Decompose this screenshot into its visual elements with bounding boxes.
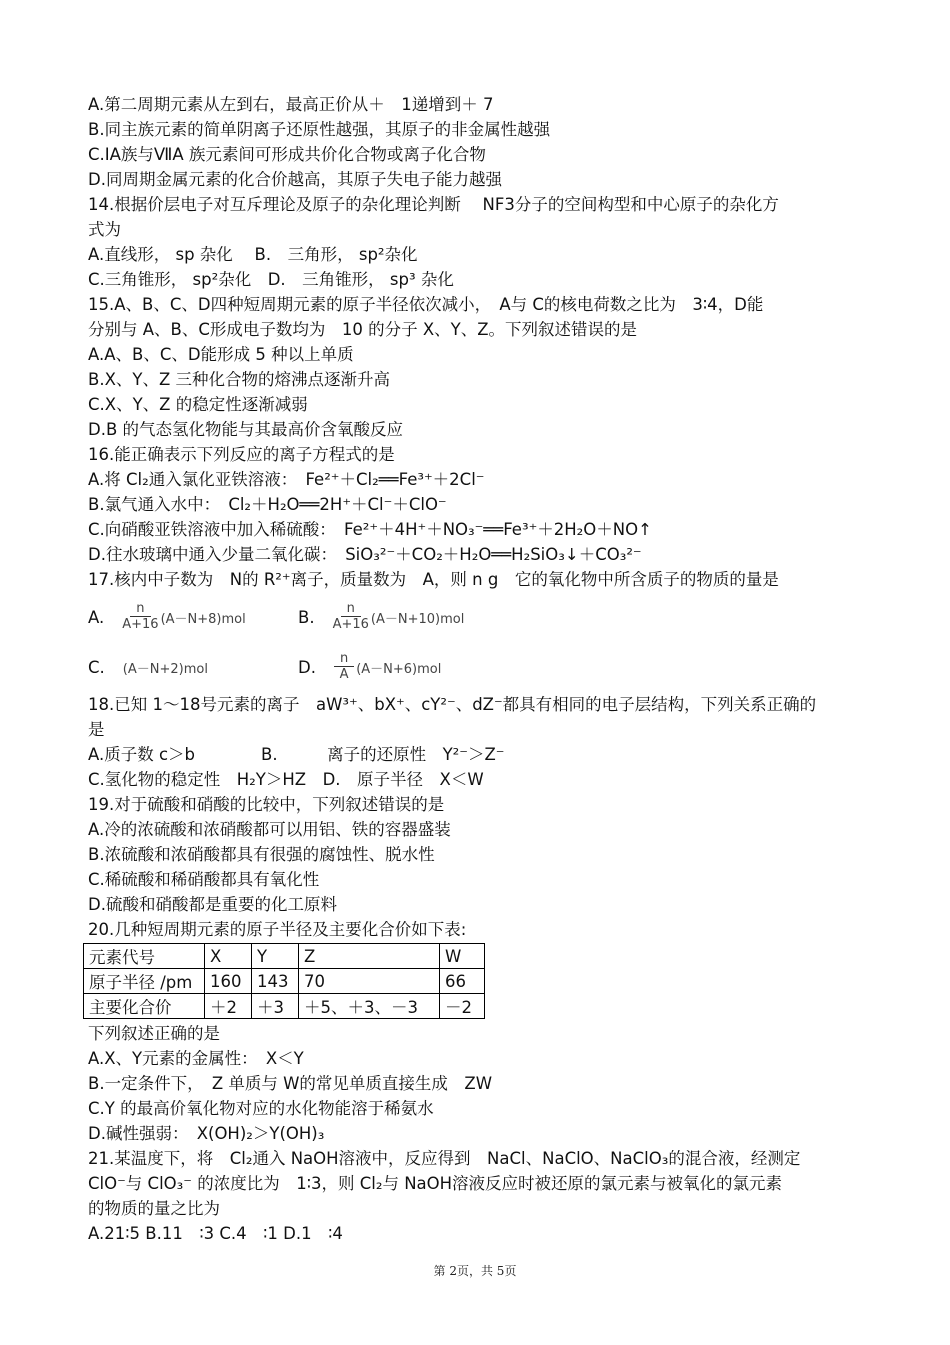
option-expression: (A－N+6)mol: [356, 661, 442, 677]
table-cell: ＋2: [205, 994, 252, 1019]
table-row: [84, 969, 485, 994]
text-line: A.直线形， sp 杂化 B. 三角形， sp²杂化: [88, 245, 418, 264]
text-line: B.浓硫酸和浓硝酸都具有很强的腐蚀性、脱水性: [88, 845, 435, 864]
option-expression: (A－N+8)mol: [160, 611, 246, 627]
text-block-a: [88, 92, 863, 592]
text-block-b: [88, 692, 863, 942]
table-cell: 66: [440, 969, 485, 994]
text-line: C.X、Y、Z 的稳定性逐渐减弱: [88, 395, 308, 414]
option-label: B.: [298, 607, 315, 627]
text-line: 是: [88, 720, 105, 739]
table-cell: 原子半径 /pm: [84, 969, 205, 994]
table-cell: ＋3: [252, 994, 299, 1019]
option-label: D.: [298, 657, 316, 677]
table-row: [84, 994, 485, 1019]
text-line: 14.根据价层电子对互斥理论及原子的杂化理论判断 NF3分子的空间构型和中心原子的杂化方: [88, 195, 779, 214]
text-line: C.氢化物的稳定性 H₂Y＞HZ D. 原子半径 X＜W: [88, 770, 484, 789]
text-line: D.B 的气态氢化物能与其最高价含氧酸反应: [88, 420, 404, 439]
text-line: 18.已知 1～18号元素的离子 aW³⁺、bX⁺、cY²⁻、dZ⁻都具有相同的电子层结构，下列关系正确的: [88, 695, 817, 714]
text-line: A.质子数 c＞b B. 离子的还原性 Y²⁻＞Z⁻: [88, 745, 505, 764]
text-line: ClO⁻与 ClO₃⁻ 的浓度比为 1∶3，则 Cl₂与 NaOH溶液反应时被还原的氯元素与被氧化的氯元素: [88, 1174, 783, 1193]
q17-option-a: [88, 602, 298, 633]
page-footer: 第 2页，共 5页: [433, 1264, 517, 1278]
text-line: C.稀硫酸和稀硝酸都具有氧化性: [88, 870, 320, 889]
text-line: D.硫酸和硝酸都是重要的化工原料: [88, 895, 337, 914]
fraction: [334, 652, 354, 683]
option-expression: (A－N+2)mol: [122, 661, 208, 677]
option-label: A.: [88, 607, 105, 627]
text-line: B.同主族元素的简单阴离子还原性越强，其原子的非金属性越强: [88, 120, 551, 139]
text-line: A.A、B、C、D能形成 5 种以上单质: [88, 345, 354, 364]
fraction-numerator: n: [130, 602, 150, 617]
text-line: C.ⅠA族与ⅦA 族元素间可形成共价化合物或离子化合物: [88, 145, 486, 164]
document-page: [88, 92, 863, 1246]
text-line: B.氯气通入水中： Cl₂＋H₂O══2H⁺＋Cl⁻＋ClO⁻: [88, 495, 447, 514]
text-line: 19.对于硫酸和硝酸的比较中，下列叙述错误的是: [88, 795, 445, 814]
table-cell: ＋5、＋3、－3: [299, 994, 440, 1019]
text-line: A.21∶5 B.11 ∶3 C.4 ∶1 D.1 ∶4: [88, 1224, 343, 1243]
q17-options-row-2: [88, 642, 863, 692]
table-header-cell: X: [205, 944, 252, 969]
table-header-cell: W: [440, 944, 485, 969]
q17-options-row-1: [88, 592, 863, 642]
text-line: 15.A、B、C、D四种短周期元素的原子半径依次减小， A与 C的核电荷数之比为 3∶4，D能: [88, 295, 764, 314]
table-cell: 160: [205, 969, 252, 994]
fraction: [333, 602, 369, 633]
fraction-numerator: n: [334, 652, 354, 667]
text-line: 下列叙述正确的是: [88, 1024, 220, 1043]
fraction: [122, 602, 158, 633]
text-line: C.Y 的最高价氧化物对应的水化物能溶于稀氨水: [88, 1099, 434, 1118]
text-block-c: [88, 1021, 863, 1246]
fraction-denominator: A+16: [332, 616, 369, 632]
fraction-denominator: A: [339, 666, 349, 682]
text-line: 16.能正确表示下列反应的离子方程式的是: [88, 445, 395, 464]
text-line: D.往水玻璃中通入少量二氧化碳： SiO₃²⁻＋CO₂＋H₂O══H₂SiO₃↓＋CO₃²⁻: [88, 545, 642, 564]
text-line: 17.核内中子数为 N的 R²⁺离子，质量数为 A，则 n g 它的氧化物中所含质子的物质的量是: [88, 570, 779, 589]
option-label: C.: [88, 657, 105, 677]
table-cell: 143: [252, 969, 299, 994]
text-line: 式为: [88, 220, 121, 239]
text-line: C.三角锥形， sp²杂化 D. 三角锥形， sp³ 杂化: [88, 270, 454, 289]
table-cell: －2: [440, 994, 485, 1019]
text-line: D.碱性强弱： X(OH)₂＞Y(OH)₃: [88, 1124, 325, 1143]
table-header-cell: Z: [299, 944, 440, 969]
text-line: A.将 Cl₂通入氯化亚铁溶液： Fe²⁺＋Cl₂══Fe³⁺＋2Cl⁻: [88, 470, 485, 489]
text-line: 分别与 A、B、C形成电子数均为 10 的分子 X、Y、Z。下列叙述错误的是: [88, 320, 638, 339]
table-cell: 70: [299, 969, 440, 994]
text-line: C.向硝酸亚铁溶液中加入稀硫酸： Fe²⁺＋4H⁺＋NO₃⁻══Fe³⁺＋2H₂O＋NO↑: [88, 520, 652, 539]
text-line: 21.某温度下，将 Cl₂通入 NaOH溶液中，反应得到 NaCl、NaClO、NaClO₃的混合液，经测定: [88, 1149, 801, 1168]
fraction-denominator: A+16: [122, 616, 159, 632]
q17-option-c: [88, 658, 298, 677]
table-header-row: [84, 944, 485, 969]
table-header-cell: Y: [252, 944, 299, 969]
option-expression: (A－N+10)mol: [370, 611, 465, 627]
text-line: A.X、Y元素的金属性： X＜Y: [88, 1049, 304, 1068]
text-line: D.同周期金属元素的化合价越高，其原子失电子能力越强: [88, 170, 502, 189]
table-cell: 主要化合价: [84, 994, 205, 1019]
text-line: A.第二周期元素从左到右，最高正价从＋ 1递增到＋ 7: [88, 95, 494, 114]
text-line: 的物质的量之比为: [88, 1199, 220, 1218]
text-line: B.X、Y、Z 三种化合物的熔沸点逐渐升高: [88, 370, 390, 389]
table-header-cell: 元素代号: [84, 944, 205, 969]
text-line: A.冷的浓硫酸和浓硝酸都可以用铝、铁的容器盛装: [88, 820, 451, 839]
q17-option-d: [298, 652, 508, 683]
q17-option-b: [298, 602, 508, 633]
text-line: B.一定条件下， Z 单质与 W的常见单质直接生成 ZW: [88, 1074, 493, 1093]
text-line: 20.几种短周期元素的原子半径及主要化合价如下表:: [88, 920, 467, 939]
element-table: [83, 943, 485, 1019]
fraction-numerator: n: [341, 602, 361, 617]
